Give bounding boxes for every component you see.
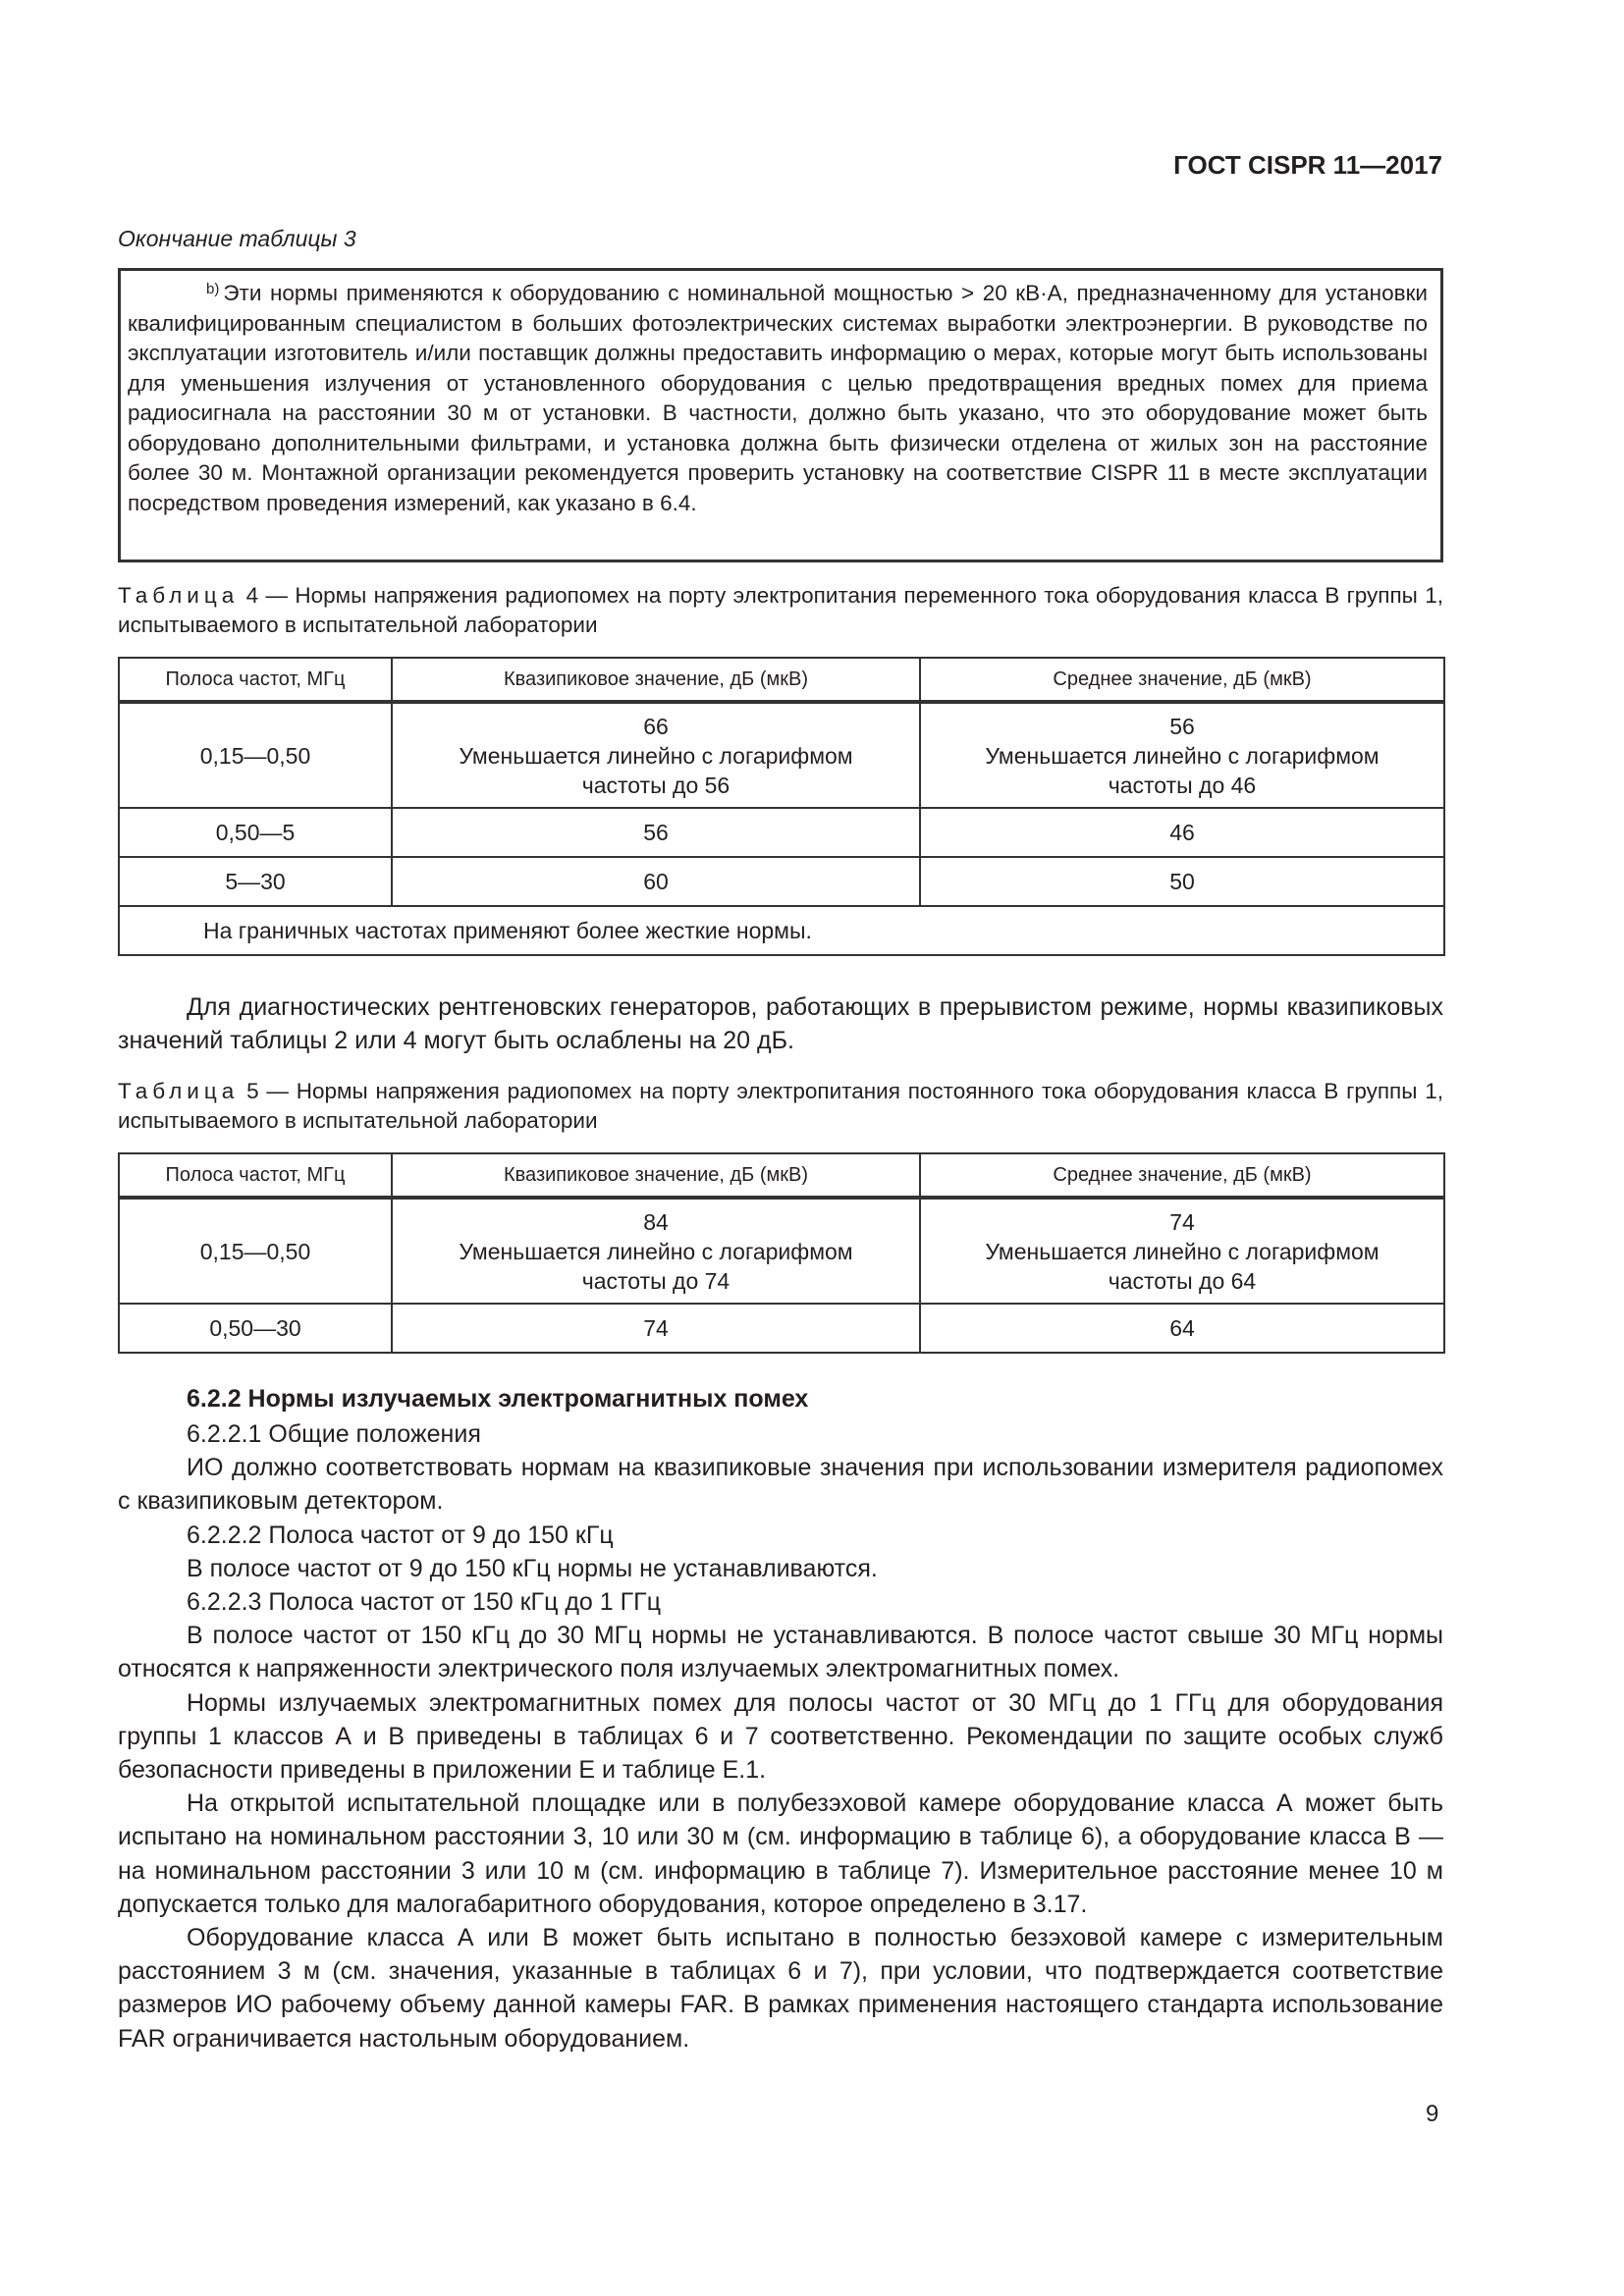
table3-footnote xyxy=(118,275,1437,518)
avg-note: Уменьшается линейно с логарифмом xyxy=(985,1238,1380,1264)
paragraph: На открытой испытательной площадке или в полубезэховой камере оборудование класса А может быть испытано на номинальном расстоянии 3, 10 или 30 м (см. информацию в таблице 6), а оборудование класса В — на номинальном расстоянии 3 или 10 м (см. информацию в таблице 7). Измерительное расстояние менее 10 м допускается только для малогабаритного оборудования, которое определено в 3.17. xyxy=(118,1789,1443,1918)
table4-header-band: Полоса частот, МГц xyxy=(119,658,392,702)
table-row xyxy=(119,808,1444,857)
avg-note: частоты до 64 xyxy=(1108,1267,1257,1294)
table5-caption-text: 5 — Нормы напряжения радиопомех на порту электропитания постоянного тока оборудования класса В группы 1, испытываемого в испытательной лаборатории xyxy=(118,1079,1443,1133)
qp-note: Уменьшается линейно с логарифмом xyxy=(459,1238,853,1264)
table5-avg-cell: 64 xyxy=(920,1304,1444,1353)
qp-note: частоты до 74 xyxy=(581,1267,731,1294)
footnote-text: Эти нормы применяются к оборудованию с номинальной мощностью > 20 кВ·А, предназначенному для установки квалифицированным специалистом в больших фотоэлектрических системах выработки электроэнергии. В руководстве по эксплуатации изготовитель и/или поставщик должны предоставить информацию о мерах, которые могут быть использованы для уменьшения излучения от установленного оборудования с целью предотвращения вредных помех для приема радиосигнала на расстоянии 30 м от установки. В частности, должно быть указано, что это оборудование может быть оборудовано дополнительными фильтрами, и установка должна быть физически отделена от жилых зон на расстояние более 30 м. Монтажной организации рекомендуется проверить установку на соответствие CISPR 11 в месте эксплуатации посредством проведения измерений, как указано в 6.4. xyxy=(128,281,1428,515)
table4-qp-cell xyxy=(392,702,920,808)
subsection-title: 6.2.2.1 Общие положения xyxy=(187,1420,481,1448)
xray-paragraph: Для диагностических рентгеновских генераторов, работающих в прерывистом режиме, нормы квазипиковых значений таблицы 2 или 4 могут быть ослаблены на 20 дБ. xyxy=(118,993,1443,1055)
table5-header-band: Полоса частот, МГц xyxy=(119,1153,392,1198)
paragraph: ИО должно соответствовать нормам на квазипиковые значения при использовании измерителя радиопомех с квазипиковым детектором. xyxy=(118,1454,1443,1516)
avg-value: 74 xyxy=(1169,1208,1195,1235)
table5-qp-cell: 74 xyxy=(392,1304,920,1353)
paragraph: В полосе частот от 9 до 150 кГц нормы не устанавливаются. xyxy=(187,1554,878,1582)
table5-qp-cell xyxy=(392,1198,920,1304)
qp-value: 66 xyxy=(643,713,669,739)
page-number: 9 xyxy=(1426,2101,1439,2127)
table5-label: Таблица xyxy=(118,1079,240,1103)
footnote-marker: b) xyxy=(206,281,220,297)
table-row xyxy=(119,906,1444,955)
avg-note: Уменьшается линейно с логарифмом xyxy=(985,742,1380,769)
table5-header-qp: Квазипиковое значение, дБ (мкВ) xyxy=(392,1153,920,1198)
table4-band-cell: 5—30 xyxy=(119,857,392,906)
table4-caption xyxy=(118,581,1443,640)
subsection-title: 6.2.2.3 Полоса частот от 150 кГц до 1 ГГц xyxy=(187,1588,662,1617)
qp-note: Уменьшается линейно с логарифмом xyxy=(459,742,853,769)
table4 xyxy=(118,657,1445,956)
document-header: ГОСТ CISPR 11—2017 xyxy=(1173,150,1442,180)
qp-value: 84 xyxy=(643,1208,669,1235)
table-row xyxy=(119,1198,1444,1304)
table4-avg-cell: 46 xyxy=(920,808,1444,857)
subsection-title: 6.2.2.2 Полоса частот от 9 до 150 кГц xyxy=(187,1521,614,1549)
table5-header-avg: Среднее значение, дБ (мкВ) xyxy=(920,1153,1444,1198)
table-row xyxy=(119,1304,1444,1353)
table5-band-cell: 0,50—30 xyxy=(119,1304,392,1353)
table4-qp-cell: 56 xyxy=(392,808,920,857)
table-row xyxy=(119,857,1444,906)
table4-qp-cell: 60 xyxy=(392,857,920,906)
paragraph: Нормы излучаемых электромагнитных помех для полосы частот от 30 МГц до 1 ГГц для оборудования группы 1 классов А и В приведены в таблицах 6 и 7 соответственно. Рекомендации по защите особых служб безопасности приведены в приложении Е и таблице Е.1. xyxy=(118,1688,1443,1785)
table4-footnote: На граничных частотах применяют более жесткие нормы. xyxy=(119,906,1444,955)
table4-label: Таблица xyxy=(118,583,240,608)
qp-note: частоты до 56 xyxy=(581,772,731,798)
table4-avg-cell xyxy=(920,702,1444,808)
avg-value: 56 xyxy=(1169,713,1195,739)
table4-avg-cell: 50 xyxy=(920,857,1444,906)
section-heading: 6.2.2 Нормы излучаемых электромагнитных помех xyxy=(187,1385,809,1413)
table-row xyxy=(119,702,1444,808)
table5-avg-cell xyxy=(920,1198,1444,1304)
table4-header-qp: Квазипиковое значение, дБ (мкВ) xyxy=(392,658,920,702)
table4-band-cell: 0,15—0,50 xyxy=(119,702,392,808)
avg-note: частоты до 46 xyxy=(1108,772,1257,798)
table-continuation-label: Окончание таблицы 3 xyxy=(118,226,356,251)
table4-header-avg: Среднее значение, дБ (мкВ) xyxy=(920,658,1444,702)
section-body xyxy=(118,1417,1443,2056)
table5 xyxy=(118,1152,1445,1354)
paragraph: В полосе частот от 150 кГц до 30 МГц нормы не устанавливаются. В полосе частот свыше 30 МГц нормы относятся к напряженности электрического поля излучаемых электромагнитных помех. xyxy=(118,1622,1443,1683)
table5-caption xyxy=(118,1077,1443,1136)
table5-band-cell: 0,15—0,50 xyxy=(119,1198,392,1304)
table4-caption-text: 4 — Нормы напряжения радиопомех на порту электропитания переменного тока оборудования класса В группы 1, испытываемого в испытательной лаборатории xyxy=(118,583,1443,637)
table4-band-cell: 0,50—5 xyxy=(119,808,392,857)
paragraph: Оборудование класса А или В может быть испытано в полностью безэховой камере с измерительным расстоянием 3 м (см. значения, указанные в таблицах 6 и 7), при условии, что подтверждается соответствие размеров ИО рабочему объему данной камеры FAR. В рамках применения настоящего стандарта использование FAR ограничивается настольным оборудованием. xyxy=(118,1924,1443,2053)
